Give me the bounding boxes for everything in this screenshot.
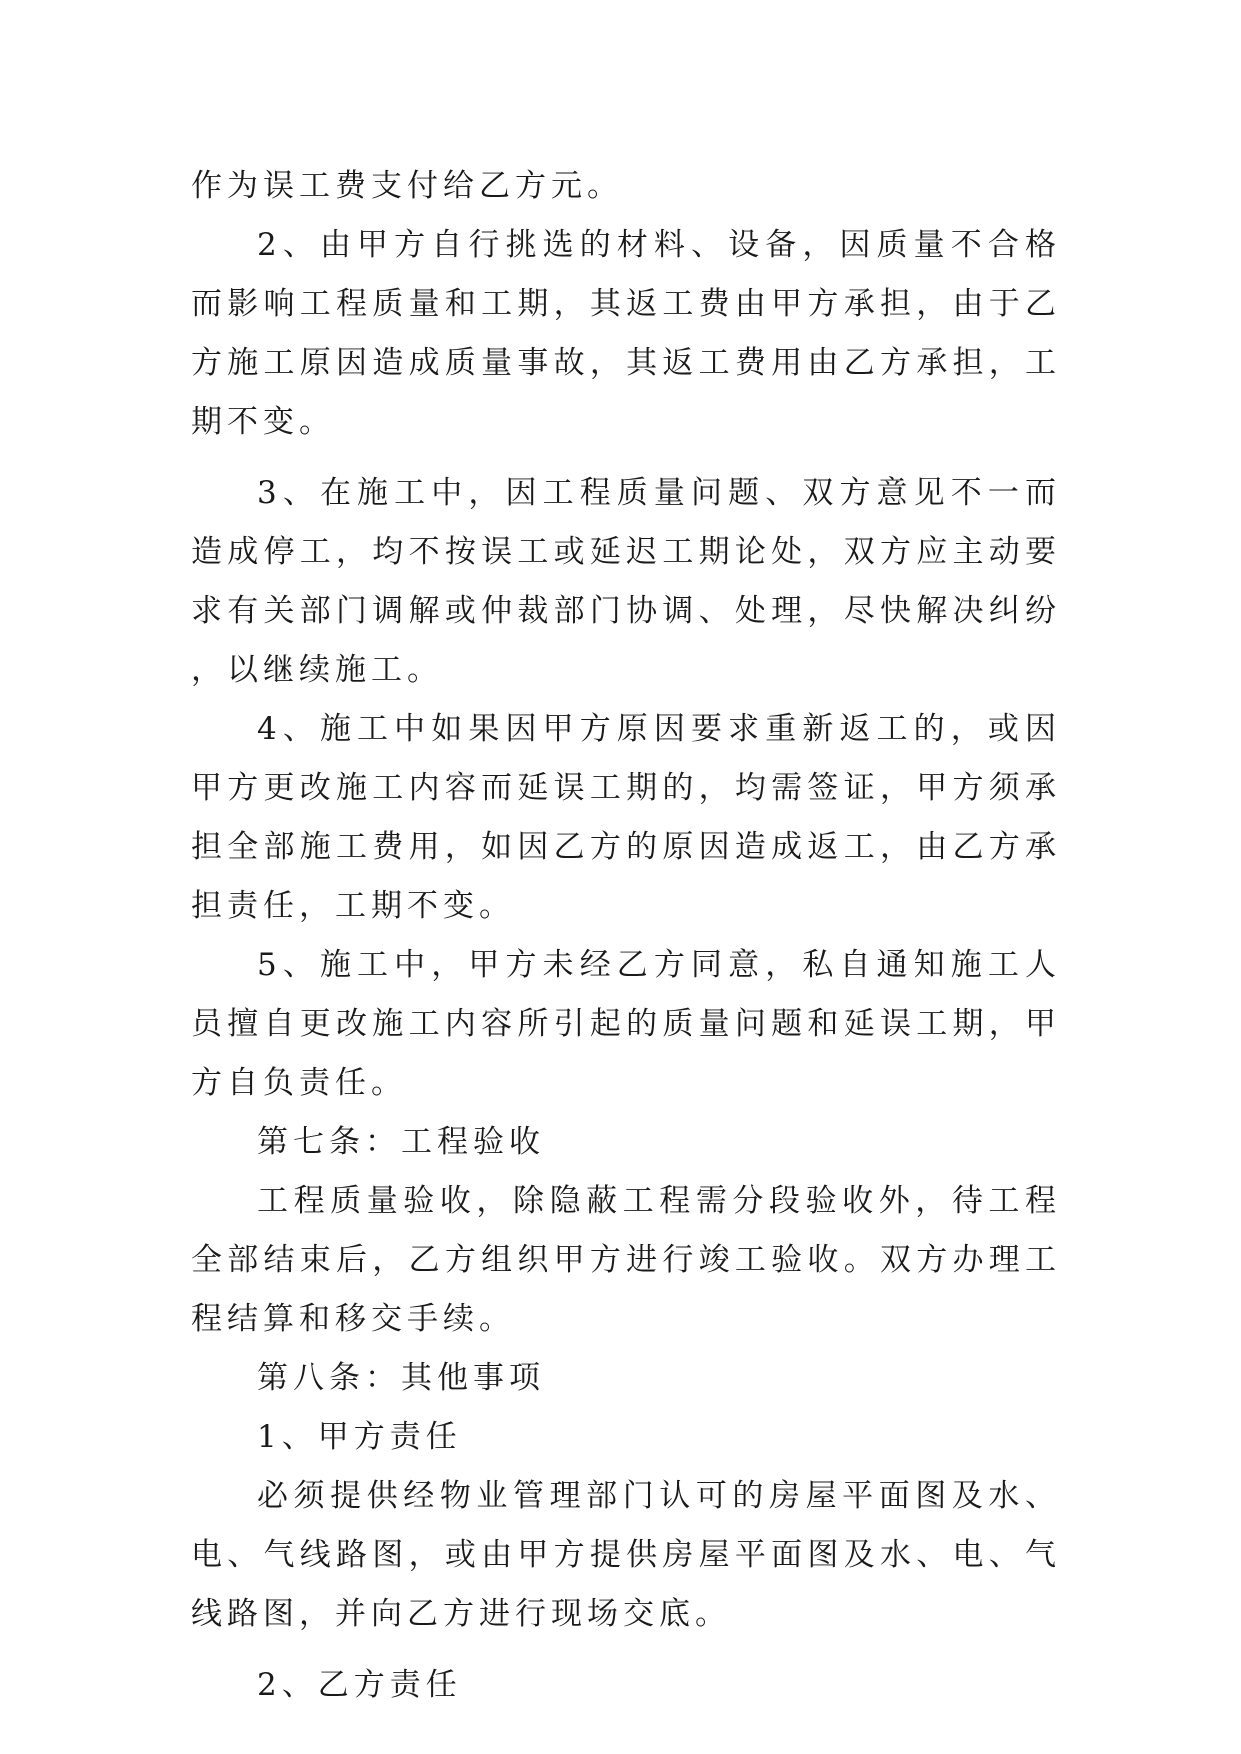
subheading-party-a: 1、甲方责任 [257,1419,462,1455]
paragraph-2: 2、由甲方自行挑选的材料、设备，因质量不合格而影响工程质量和工期，其返工费由甲方承担，由于乙方施工原因造成质量事故，其返工费用由乙方承担，工期不变。 [191,227,1061,440]
paragraph-10: 必须提供经物业管理部门认可的房屋平面图及水、电、气线路图，或由甲方提供房屋平面图及水、电、气线路图，并向乙方进行现场交底。 [191,1478,1061,1632]
paragraph-4: 4、施工中如果因甲方原因要求重新返工的，或因甲方更改施工内容而延误工期的，均需签证，甲方须承担全部施工费用，如因乙方的原因造成返工，由乙方承担责任，工期不变。 [191,711,1061,924]
paragraph-7: 工程质量验收，除隐蔽工程需分段验收外，待工程全部结束后，乙方组织甲方进行竣工验收。双方办理工程结算和移交手续。 [191,1183,1061,1337]
section-heading-7: 第七条：工程验收 [257,1124,545,1160]
section-heading-8: 第八条：其他事项 [257,1360,545,1396]
document-body [191,157,1061,1715]
paragraph-5: 5、施工中，甲方未经乙方同意，私自通知施工人员擅自更改施工内容所引起的质量问题和延误工期，甲方自负责任。 [191,947,1061,1101]
subheading-party-b: 2、乙方责任 [257,1667,462,1703]
paragraph-1: 作为误工费支付给乙方元。 [191,168,623,204]
paragraph-3: 3、在施工中，因工程质量问题、双方意见不一而造成停工，均不按误工或延迟工期论处，双方应主动要求有关部门调解或仲裁部门协调、处理，尽快解决纠纷，以继续施工。 [191,475,1061,688]
